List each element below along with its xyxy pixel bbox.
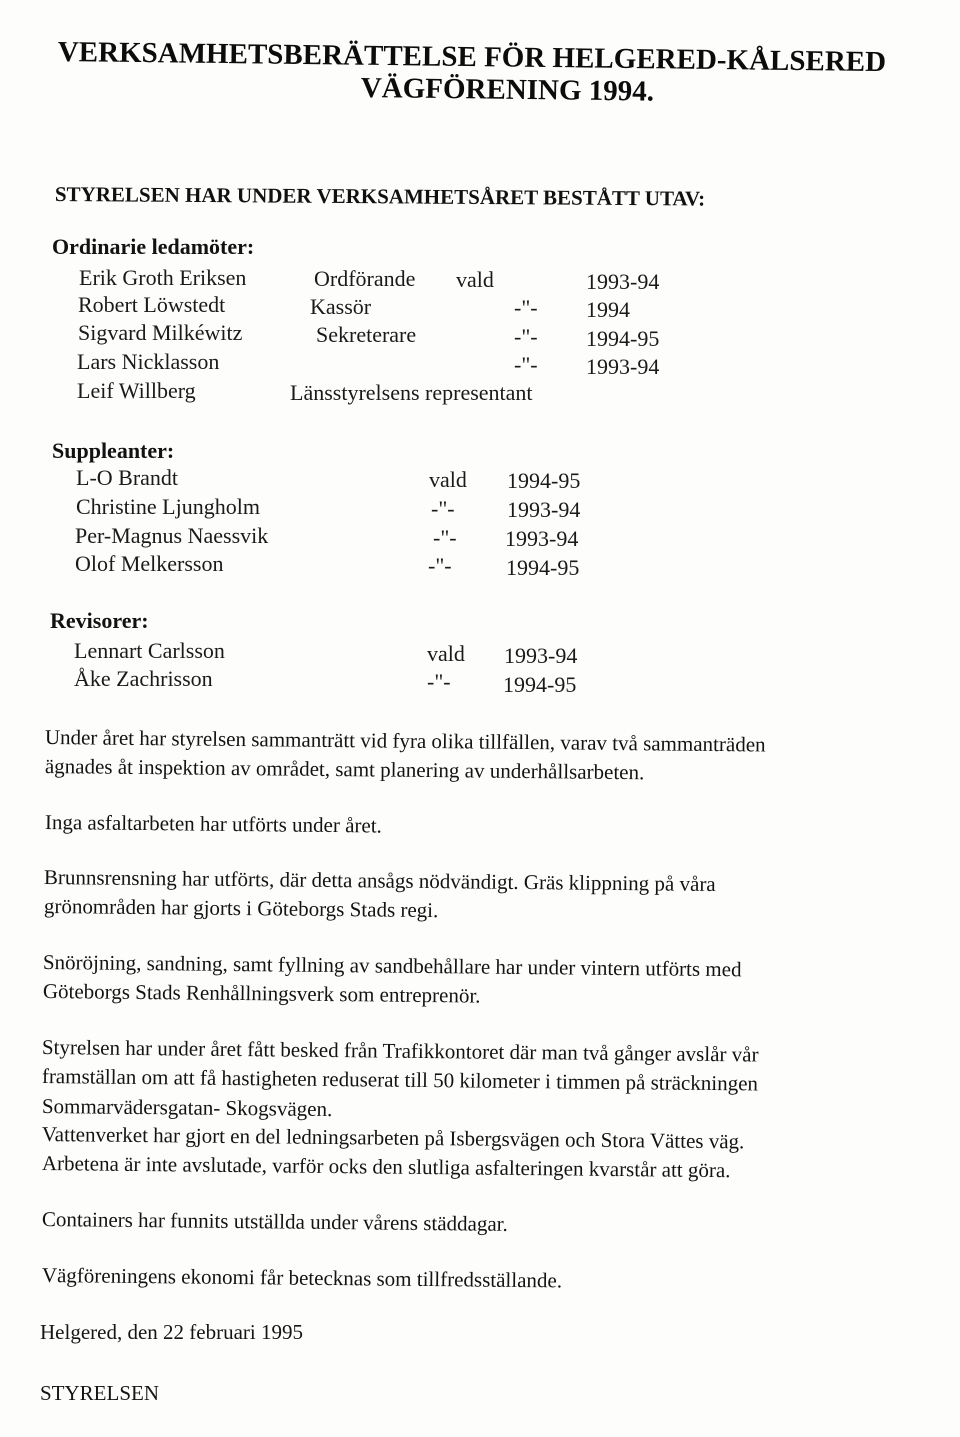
place-date: Helgered, den 22 februari 1995 [40,1320,303,1344]
paragraph-line: Arbetena är inte avslutade, varför ocks den slutliga asfalteringen kvarstår att göra. [41,1151,731,1183]
paragraph-line: framställan om att få hastigheten reduserat till 50 kilometer i timmen på sträckningen [41,1064,759,1096]
member-name: Leif Willberg [77,378,196,403]
revisor-name: Lennart Carlsson [74,638,225,663]
suppleant-name: Olof Melkersson [75,551,224,576]
signature: STYRELSEN [40,1381,160,1405]
revisor-status: -"- [427,669,451,694]
member-name: Sigvard Milkéwitz [78,320,243,345]
revisorer-heading: Revisorer: [50,608,149,633]
member-name: Robert Löwstedt [78,292,226,317]
revisor-period: 1994-95 [503,672,577,697]
suppleant-status: -"- [431,496,455,521]
ordinarie-heading: Ordinarie ledamöter: [52,234,255,259]
paragraph-line: Containers har funnits utställda under vårens städdagar. [41,1207,508,1236]
suppleant-status: -"- [428,553,452,578]
paragraph-line: Inga asfaltarbeten har utförts under året. [44,810,383,838]
paragraph-line: Vattenverket har gjort en del ledningsarbeten på Isbergsvägen och Stora Vättes väg. [41,1122,745,1154]
suppleant-status: vald [429,467,467,492]
suppleanter-heading: Suppleanter: [52,438,175,463]
paragraph-line: Brunnsrensning har utförts, där detta ansågs nödvändigt. Gräs klippning på våra [43,865,716,897]
board-heading: STYRELSEN HAR UNDER VERKSAMHETSÅRET BESTÅTT UTAV: [54,182,706,211]
document-title-line-2: VÄGFÖRENING 1994. [360,72,655,108]
suppleant-period: 1993-94 [507,497,581,522]
member-period: 1993-94 [586,269,660,294]
suppleant-name: Christine Ljungholm [76,494,260,519]
member-name: Lars Nicklasson [77,349,220,374]
member-period: 1993-94 [586,354,660,379]
paragraph-line: ägnades åt inspektion av området, samt planering av underhållsarbeten. [44,754,645,785]
paragraph-line: Snöröjning, sandning, samt fyllning av sandbehållare har under vintern utförts med [42,950,742,982]
paragraph-line: Styrelsen har under året fått besked från Trafikkontoret där man två gånger avslår vår [41,1035,759,1067]
document-title-line-1: VERKSAMHETSBERÄTTELSE FÖR HELGERED-KÅLSERED [57,36,887,79]
suppleant-period: 1994-95 [507,468,581,493]
revisor-status: vald [427,641,465,666]
member-period: 1994 [586,297,630,322]
revisor-period: 1993-94 [504,643,578,668]
member-period: 1994-95 [586,326,660,351]
paragraph-line: Sommarvädersgatan- Skogsvägen. [41,1094,333,1122]
member-role: Sekreterare [316,322,417,347]
member-name: Erik Groth Eriksen [79,265,247,290]
paragraph-line: Göteborgs Stads Renhållningsverk som entreprenör. [42,979,481,1008]
suppleant-name: L-O Brandt [76,465,179,490]
member-role: Kassör [310,294,372,319]
suppleant-period: 1994-95 [506,555,580,580]
paragraph-line: grönområden har gjorts i Göteborgs Stads regi. [43,894,439,923]
member-role: Ordförande [314,266,416,291]
suppleant-period: 1993-94 [505,526,579,551]
member-role: Länsstyrelsens representant [290,380,533,405]
revisor-name: Åke Zachrisson [74,666,213,691]
member-status: -"- [514,324,538,349]
paragraph-line: Under året har styrelsen sammanträtt vid fyra olika tillfällen, varav två sammanträden [44,725,766,757]
suppleant-name: Per-Magnus Naessvik [75,523,269,548]
paragraph-line: Vägföreningens ekonomi får betecknas som tillfredsställande. [41,1263,563,1293]
member-status: -"- [514,295,538,320]
member-status: -"- [514,352,538,377]
suppleant-status: -"- [433,525,457,550]
member-status: vald [456,267,494,292]
